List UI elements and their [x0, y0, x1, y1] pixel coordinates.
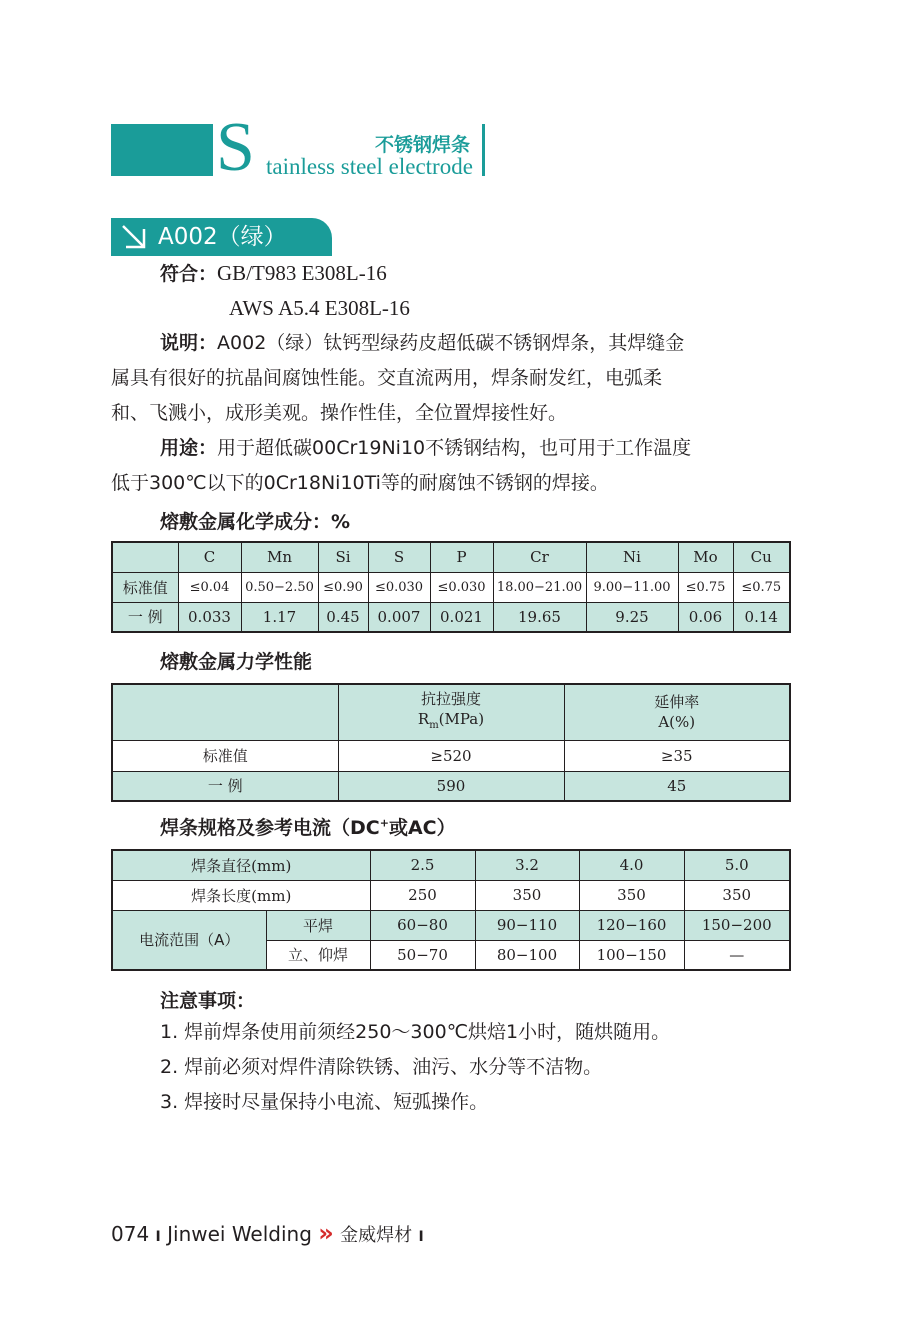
description-line-1: [160, 326, 684, 360]
mech-cell: 590: [338, 771, 564, 801]
spec-row-label: 焊条长度(mm): [112, 880, 370, 910]
tensile-symbol: R: [417, 709, 430, 728]
chem-cell: 19.65: [493, 602, 586, 632]
elongation-unit: A(%): [658, 713, 696, 732]
spec-position-label: 平焊: [266, 910, 370, 940]
spec-cell: 350: [684, 880, 790, 910]
header-category-cn: 不锈钢焊条: [374, 134, 470, 156]
chem-header-cell: Mo: [678, 542, 733, 572]
chem-cell: 0.021: [430, 602, 493, 632]
spec-cell: 100−150: [579, 940, 684, 970]
chem-cell: ≤0.030: [368, 572, 430, 602]
mech-table: [111, 683, 791, 802]
spec-section-title: [160, 813, 456, 840]
chem-header-cell: Cr: [493, 542, 586, 572]
chem-cell: 9.25: [586, 602, 678, 632]
chem-header-cell: [112, 542, 178, 572]
chem-cell: 0.007: [368, 602, 430, 632]
tensile-subscript: m: [429, 719, 439, 731]
spec-current-label: 电流范围（A）: [112, 910, 266, 970]
notes-item: 3. 焊接时尽量保持小电流、短弧操作。: [160, 1091, 489, 1113]
chem-header-row: [112, 542, 790, 572]
spec-length-row: [112, 880, 790, 910]
notes-item: 1. 焊前焊条使用前须经250～300℃烘焙1小时，随烘随用。: [160, 1021, 671, 1043]
chem-header-cell: Mn: [241, 542, 318, 572]
tensile-label: 抗拉强度: [420, 689, 481, 708]
header-category-en: tainless steel electrode: [266, 154, 473, 179]
header-color-block: [111, 124, 213, 176]
spec-cell: 80−100: [475, 940, 579, 970]
footer-end-mark: Ⅰ: [418, 1229, 424, 1245]
chem-header-cell: S: [368, 542, 430, 572]
spec-cell: 250: [370, 880, 475, 910]
chem-cell: 0.06: [678, 602, 733, 632]
conforms-label: 符合：: [160, 263, 218, 285]
spec-table: [111, 849, 791, 971]
chem-cell: 18.00−21.00: [493, 572, 586, 602]
usage-line-2: 低于300℃以下的0Cr18Ni10Ti等的耐腐蚀不锈钢的焊接。: [111, 472, 609, 494]
spec-cell: 5.0: [684, 850, 790, 880]
chem-header-cell: P: [430, 542, 493, 572]
chem-cell: 0.50−2.50: [241, 572, 318, 602]
chem-header-cell: C: [178, 542, 241, 572]
chem-table: [111, 541, 791, 633]
footer-brand-cn: 金威焊材: [340, 1225, 413, 1246]
product-title: A002（绿）: [158, 224, 287, 250]
spec-diameter-row: [112, 850, 790, 880]
chem-cell: ≤0.030: [430, 572, 493, 602]
footer-separator: Ⅰ: [155, 1229, 161, 1245]
chem-cell: ≤0.04: [178, 572, 241, 602]
mech-row-label: 一 例: [112, 771, 338, 801]
description-text-1: A002（绿）钛钙型绿药皮超低碳不锈钢焊条，其焊缝金: [217, 332, 685, 354]
arrow-down-right-icon: [118, 221, 150, 253]
chem-header-cell: Cu: [733, 542, 790, 572]
usage-line-1: [160, 431, 691, 465]
notes-item: 2. 焊前必须对焊件清除铁锈、油污、水分等不洁物。: [160, 1056, 603, 1078]
description-label: 说明：: [160, 332, 218, 354]
chem-row-label: 一 例: [112, 602, 178, 632]
mech-cell: ≥35: [564, 740, 790, 771]
mech-row-label: 标准值: [112, 740, 338, 771]
spec-cell: 150−200: [684, 910, 790, 940]
spec-title-text-end: 或AC）: [388, 817, 456, 839]
spec-row-label: 焊条直径(mm): [112, 850, 370, 880]
spec-cell: 350: [475, 880, 579, 910]
mech-cell: ≥520: [338, 740, 564, 771]
chem-example-row: [112, 602, 790, 632]
chem-header-cell: Si: [318, 542, 368, 572]
spec-cell: 60−80: [370, 910, 475, 940]
spec-cell: 2.5: [370, 850, 475, 880]
tensile-unit: [339, 709, 564, 736]
mech-example-row: [112, 771, 790, 801]
chem-row-label: 标准值: [112, 572, 178, 602]
chem-cell: 9.00−11.00: [586, 572, 678, 602]
elongation-label: 延伸率: [654, 693, 700, 712]
mech-header-elongation: [564, 684, 790, 740]
usage-text-1: 用于超低碳00Cr19Ni10不锈钢结构，也可用于工作温度: [217, 437, 692, 459]
chem-standard-row: [112, 572, 790, 602]
usage-label: 用途：: [160, 437, 218, 459]
chem-cell: ≤0.75: [678, 572, 733, 602]
footer-brand-en: Jinwei Welding: [167, 1222, 312, 1246]
spec-cell: 350: [579, 880, 684, 910]
header-initial-letter: S: [216, 109, 255, 186]
chem-header-cell: Ni: [586, 542, 678, 572]
mech-cell: 45: [564, 771, 790, 801]
tensile-unit-text: (MPa): [438, 709, 485, 728]
mech-header-row: [112, 684, 790, 740]
spec-cell: —: [684, 940, 790, 970]
conforms-standard-aws: AWS A5.4 E308L-16: [229, 296, 410, 320]
spec-cell: 50−70: [370, 940, 475, 970]
spec-title-superscript: +: [379, 816, 389, 830]
spec-cell: 3.2: [475, 850, 579, 880]
spec-title-text: 焊条规格及参考电流（DC: [160, 817, 380, 839]
spec-flat-row: [112, 910, 790, 940]
spec-cell: 4.0: [579, 850, 684, 880]
chem-cell: 0.45: [318, 602, 368, 632]
description-line-3: 和、飞溅小，成形美观。操作性佳，全位置焊接性好。: [111, 402, 568, 424]
conforms-line-1: [160, 256, 387, 291]
mech-header-empty: [112, 684, 338, 740]
mech-header-tensile: [338, 684, 564, 740]
mech-section-title: 熔敷金属力学性能: [160, 651, 313, 673]
page-footer: [111, 1219, 424, 1247]
description-line-2: 属具有很好的抗晶间腐蚀性能。交直流两用，焊条耐发红，电弧柔: [111, 367, 663, 389]
spec-position-label: 立、仰焊: [266, 940, 370, 970]
spec-cell: 120−160: [579, 910, 684, 940]
chem-cell: ≤0.75: [733, 572, 790, 602]
header-divider: [482, 124, 485, 176]
chem-cell: 0.14: [733, 602, 790, 632]
chem-section-title: 熔敷金属化学成分：%: [160, 511, 351, 533]
notes-title: 注意事项：: [160, 990, 256, 1012]
double-chevron-icon: »: [318, 1219, 334, 1247]
page-number: 074: [111, 1222, 150, 1246]
chem-cell: ≤0.90: [318, 572, 368, 602]
spec-cell: 90−110: [475, 910, 579, 940]
chem-cell: 0.033: [178, 602, 241, 632]
mech-standard-row: [112, 740, 790, 771]
conforms-standard-gb: GB/T983 E308L-16: [217, 261, 387, 285]
chem-cell: 1.17: [241, 602, 318, 632]
